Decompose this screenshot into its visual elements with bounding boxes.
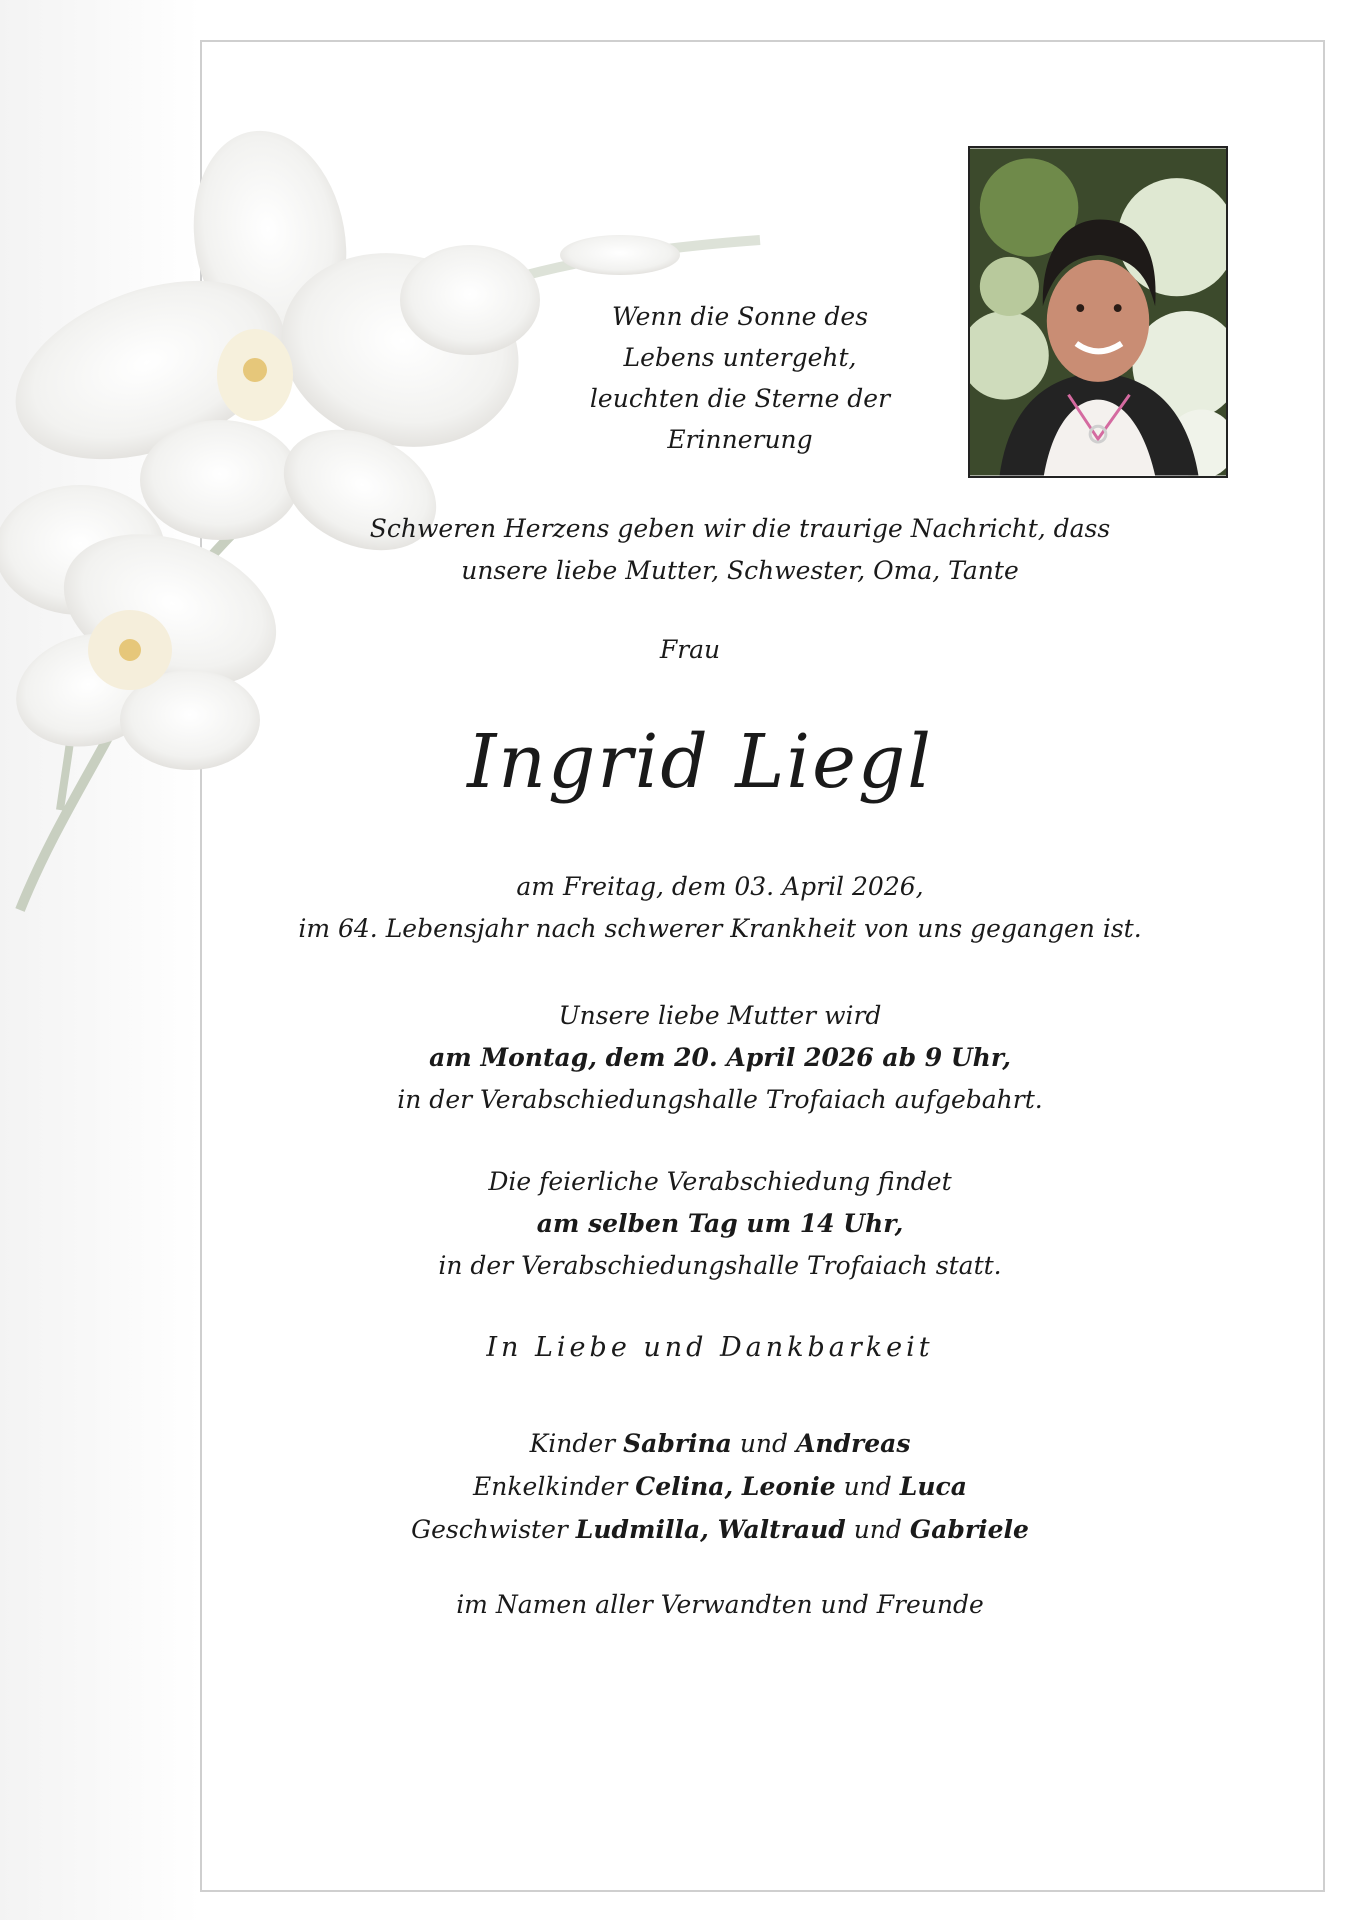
family-list (300, 1422, 1140, 1551)
farewell-line: Die feierliche Verabschiedung findet (488, 1167, 952, 1196)
grandchildren-prefix: Enkelkinder (473, 1472, 628, 1501)
quote-line: Wenn die Sonne des (611, 302, 869, 331)
announcement-intro (260, 508, 1220, 592)
viewing-date: am Montag, dem 20. April 2026 ab 9 Uhr, (429, 1043, 1011, 1072)
child-name: Andreas (795, 1429, 911, 1458)
portrait-image (970, 148, 1226, 476)
death-details (240, 866, 1200, 950)
farewell-details (300, 1161, 1140, 1287)
siblings-prefix: Geschwister (411, 1515, 568, 1544)
viewing-details (300, 995, 1140, 1121)
conjunction: und (853, 1515, 902, 1544)
conjunction: und (739, 1429, 789, 1458)
grandchildren-names: Celina, Leonie (635, 1472, 836, 1501)
intro-line: unsere liebe Mutter, Schwester, Oma, Tante (461, 556, 1019, 585)
grandchild-name: Luca (899, 1472, 967, 1501)
salutation: Frau (659, 635, 721, 664)
deceased-name: Ingrid Liegl (467, 719, 933, 805)
intro-line: Schweren Herzens geben wir die traurige Nachricht, dass (369, 514, 1111, 543)
closing-signature: im Namen aller Verwandten und Freunde (456, 1590, 984, 1619)
memorial-quote (560, 296, 920, 460)
quote-line: Lebens untergeht, (623, 343, 857, 372)
farewell-time: am selben Tag um 14 Uhr, (536, 1209, 904, 1238)
viewing-line: Unsere liebe Mutter wird (558, 1001, 882, 1030)
sibling-name: Gabriele (909, 1515, 1029, 1544)
farewell-location: in der Verabschiedungshalle Trofaiach statt. (438, 1251, 1002, 1280)
death-line: im 64. Lebensjahr nach schwerer Krankheit von uns gegangen ist. (298, 914, 1142, 943)
siblings-line (300, 1508, 1140, 1551)
grandchildren-line (300, 1465, 1140, 1508)
siblings-names: Ludmilla, Waltraud (575, 1515, 846, 1544)
closing-phrase: In Liebe und Dankbarkeit (486, 1332, 934, 1363)
child-name: Sabrina (623, 1429, 732, 1458)
portrait-photo (968, 146, 1228, 478)
conjunction: und (843, 1472, 892, 1501)
viewing-location: in der Verabschiedungshalle Trofaiach aufgebahrt. (397, 1085, 1043, 1114)
quote-line: leuchten die Sterne der (589, 384, 891, 413)
children-line (300, 1422, 1140, 1465)
children-prefix: Kinder (529, 1429, 616, 1458)
death-line: am Freitag, dem 03. April 2026, (516, 872, 924, 901)
quote-line: Erinnerung (667, 425, 813, 454)
